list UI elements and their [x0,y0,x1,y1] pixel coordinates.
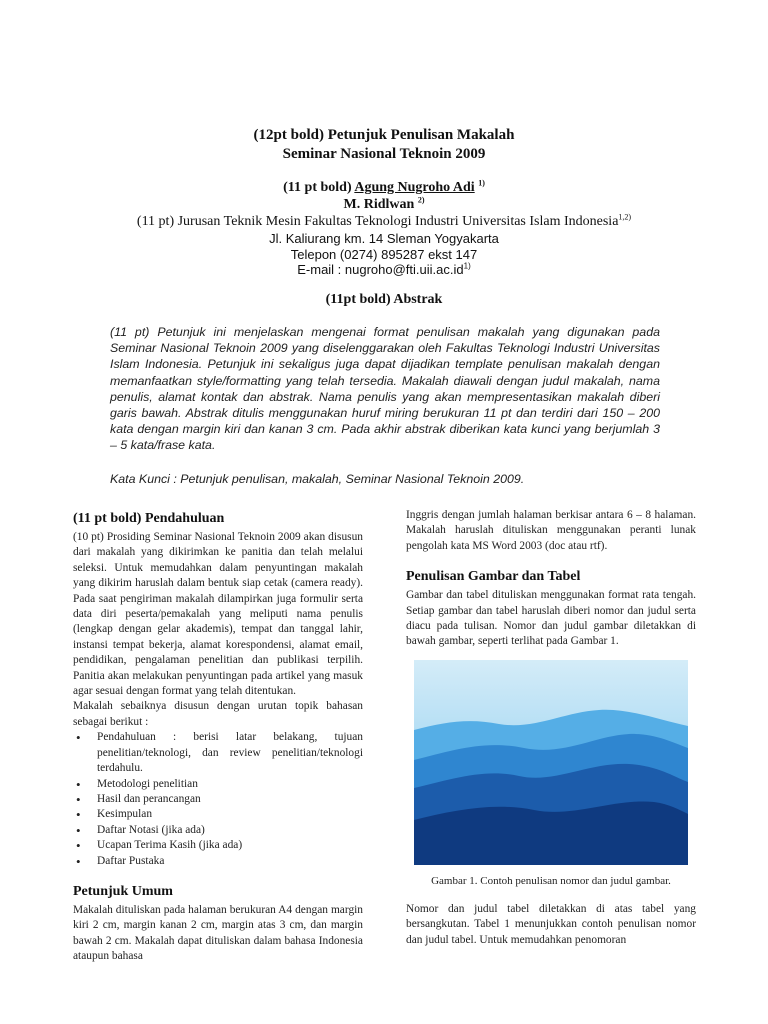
affiliation-text: (11 pt) Jurusan Teknik Mesin Fakultas Teknologi Industri Universitas Islam Indonesia [136,214,619,229]
list-item: • Kesimpulan [73,807,363,822]
keywords: Kata Kunci : Petunjuk penulisan, makalah, Seminar Nasional Teknoin 2009. [110,472,525,486]
abstract-heading: (11pt bold) Abstrak [325,292,443,307]
list-item: • Hasil dan perancangan [73,792,363,807]
phone: Telepon (0274) 895287 ekst 147 [290,247,478,262]
paragraph-figures: Gambar dan tabel dituliskan menggunakan format rata tengah. Setiap gambar dan tabel haruslah diberi nomor dan judul serta diacu pada tulisan. Nomor dan judul gambar diletakkan di bawah gambar, seperti terlihat pada Gambar 1. [406,589,696,648]
topic-list [73,730,363,869]
email-sup: 1) [463,261,471,271]
author-size-prefix: (11 pt bold) [283,180,355,195]
affiliation-sup: 1,2) [618,212,632,222]
list-item: • Ucapan Terima Kasih (jika ada) [73,838,363,853]
email-line [0,262,768,278]
author-2-sup: 2) [417,195,425,205]
author-1-sup: 1) [478,178,485,188]
paragraph-general: Makalah dituliskan pada halaman berukuran A4 dengan margin kiri 2 cm, margin kanan 2 cm, margin atas 3 cm, dan margin bawah 2 cm. Makalah dapat dituliskan dalam bahasa Indonesia ataupun bahasa [73,903,363,963]
affiliation [0,214,768,230]
section-heading-pendahuluan: (11 pt bold) Pendahuluan [73,511,225,526]
author-line-2 [0,197,768,213]
paragraph-intro: (10 pt) Prosiding Seminar Nasional Teknoin 2009 akan disusun dari makalah yang dikirimkan ke panitia dan telah melalui seleksi. Untuk memudahkan dalam penyuntingan makalah yang dikirim haruslah dalam bentuk siap cetak (camera ready). Pada saat pengiriman makalah dilampirkan juga formulir serta data diri peserta/pemakalah yang meliputi nama penulis (lengkap dengan gelar akademis), tempat dan tanggal lahir, instansi tempat bekerja, alamat korespondensi, alamat email, pendidikan, pengalaman penelitian dan publikasi terpilih. Panitia akan melakukan penyuntingan pada artikel yang masuk agar sesuai dengan format yang telah ditentukan. [73,531,363,698]
figure-caption: Gambar 1. Contoh penulisan nomor dan judul gambar. [431,874,671,887]
abstract-text: (11 pt) Petunjuk ini menjelaskan mengenai format penulisan makalah yang digunakan pada Seminar Nasional Teknoin 2009 yang diselenggarakan oleh Fakultas Teknologi Industri Universitas Islam Indonesia. Petunjuk ini sekaligus juga dapat dijadikan template penulisan makalah dengan memanfaatkan style/formatting yang telah tersedia. Makalah diawali dengan judul makalah, nama penulis, alamat kontak dan abstrak. Nama penulis yang akan mempresentasikan makalah diberi garis bawah. Abstrak ditulis menggunakan huruf miring berukuran 11 pt dan terdiri dari 150 – 200 kata dengan margin kiri dan kanan 3 cm. Pada akhir abstrak diberikan kata kunci yang berjumlah 3 – 5 kata/frase kata. [110,325,660,453]
paragraph-topics: Makalah sebaiknya disusun dengan urutan topik bahasan sebagai berikut : [73,700,363,728]
list-item: • Metodologi penelitian [73,777,363,792]
paper-title-line1: (12pt bold) Petunjuk Penulisan Makalah [253,127,515,143]
author-line-1 [0,180,768,196]
right-column [406,508,696,948]
author-2-name: M. Ridlwan [343,197,415,212]
figure-mountains-image [414,660,688,865]
left-column [73,510,363,965]
address: Jl. Kaliurang km. 14 Sleman Yogyakarta [269,231,499,246]
paper-title-line2: Seminar Nasional Teknoin 2009 [282,146,486,162]
list-item: • Daftar Notasi (jika ada) [73,823,363,838]
list-item: • Pendahuluan : berisi latar belakang, tujuan penelitian/teknologi, dan review penelitian/teknologi terdahulu. [73,730,363,776]
paragraph-language: Inggris dengan jumlah halaman berkisar antara 6 – 8 halaman. Makalah haruslah dituliskan menggunakan peranti lunak pengolah kata MS Word 2003 (doc atau rtf). [406,509,696,552]
section-heading-petunjuk-umum: Petunjuk Umum [73,883,173,899]
section-heading-gambar-tabel: Penulisan Gambar dan Tabel [406,569,581,585]
author-1-name: Agung Nugroho Adi [354,180,475,195]
email-link[interactable]: E-mail : nugroho@fti.uii.ac.id [297,262,464,277]
paragraph-tables: Nomor dan judul tabel diletakkan di atas tabel yang bersangkutan. Tabel 1 menunjukkan contoh penulisan nomor dan judul tabel. Untuk memudahkan penomoran [406,902,696,946]
list-item: • Daftar Pustaka [73,854,363,869]
